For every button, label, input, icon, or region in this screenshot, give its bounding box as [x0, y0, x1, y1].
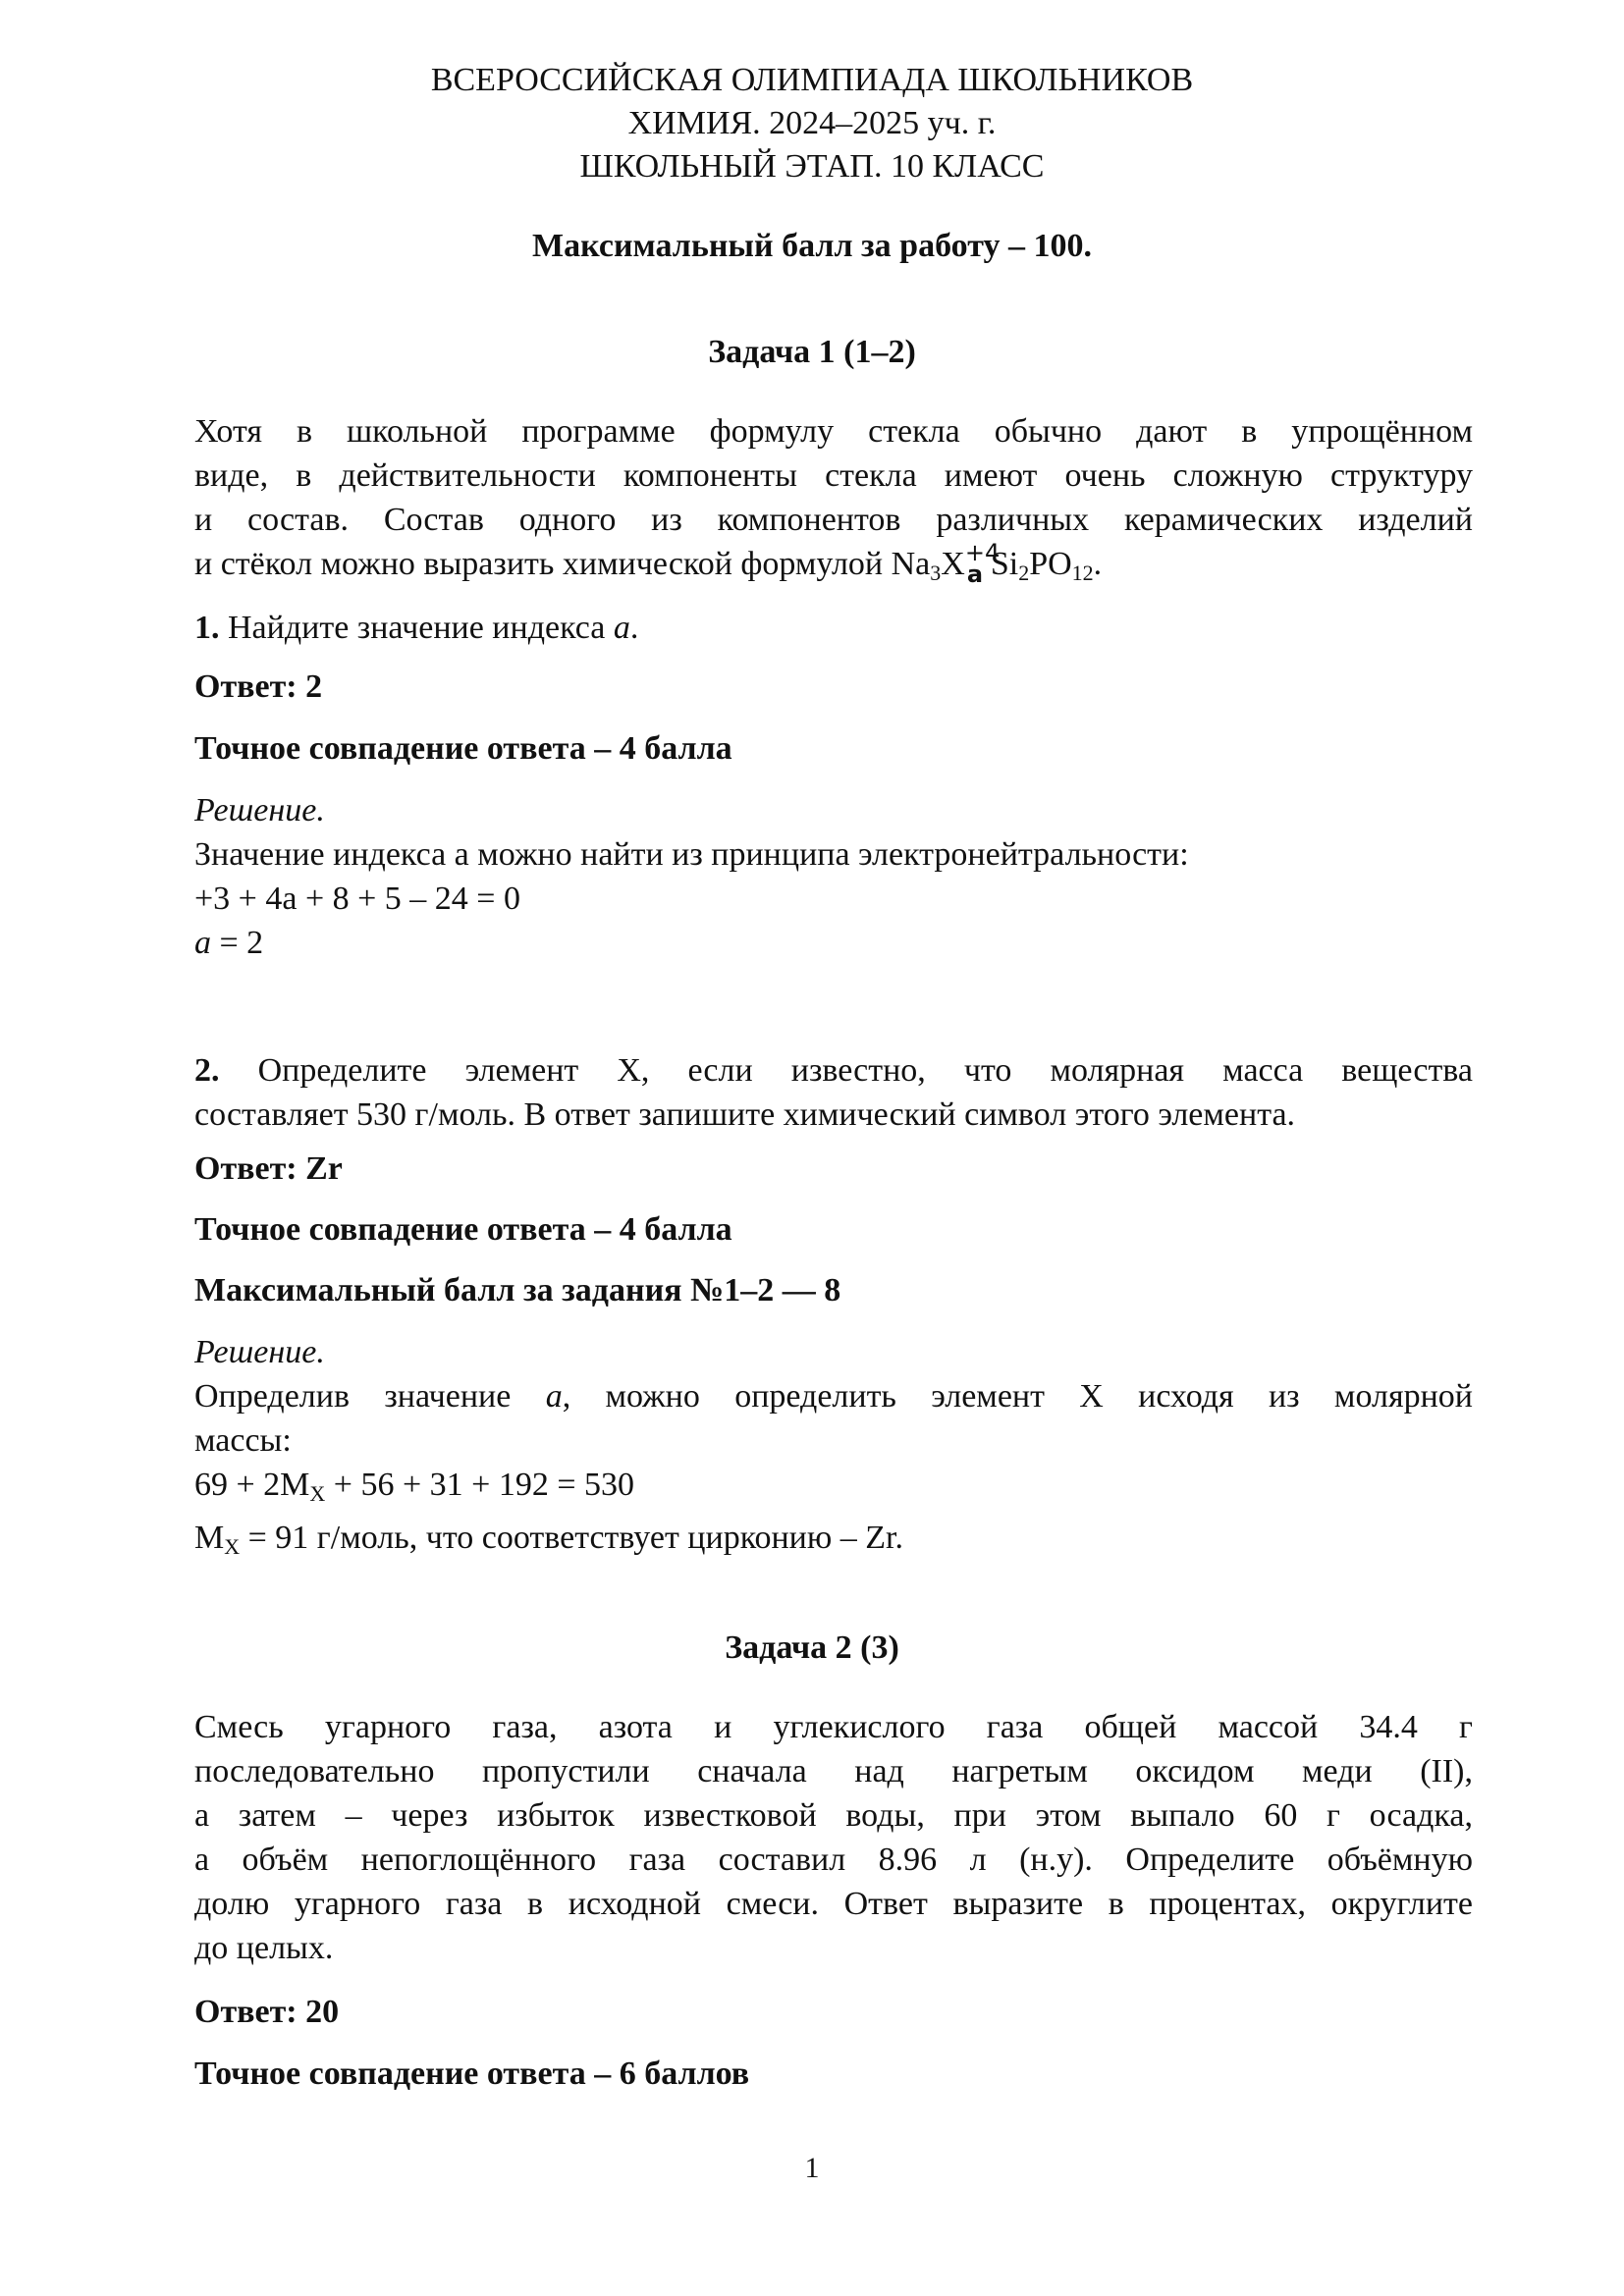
solution-line: массы:: [194, 1422, 292, 1459]
task1-intro-line: и стёкол можно выразить химической формулой: [194, 546, 884, 582]
statement-line: а затем – через избыток известковой воды, при этом выпало 60 г осадка,: [194, 1797, 1473, 1834]
solution-equation: $69 + 2M_X + 56 + 31 + 192 = 530$: [194, 1467, 634, 1506]
task1-intro: [194, 409, 1473, 595]
task1-q1-answer: Ответ: 2: [194, 668, 323, 705]
task1-q1-solution: [194, 788, 1473, 965]
task1-q1-criteria: Точное совпадение ответа – 4 балла: [194, 730, 732, 767]
task1-intro-line: Хотя в школьной программе формулу стекла обычно дают в упрощённом: [194, 413, 1473, 450]
question-number: 2.: [194, 1052, 220, 1089]
task1-q2-criteria: Точное совпадение ответа – 4 балла: [194, 1211, 732, 1248]
formula-index-stack: +4 a: [964, 539, 1001, 588]
solution-equation: +3 + 4a + 8 + 5 – 24 = 0: [194, 881, 520, 917]
task2-criteria: Точное совпадение ответа – 6 баллов: [194, 2056, 750, 2092]
document-header: [0, 59, 1624, 188]
task1-title: Задача 1 (1–2): [708, 334, 916, 370]
task2-statement: [194, 1705, 1473, 1970]
task1-q2-solution: [194, 1330, 1473, 1569]
question-text: Найдите значение индекса: [228, 610, 606, 646]
task1-question2: [194, 1048, 1473, 1137]
task2-title: Задача 2 (3): [725, 1629, 899, 1666]
task1-q2-answer: Ответ: Zr: [194, 1150, 343, 1187]
solution-label: Решение.: [194, 792, 325, 828]
solution-result: $M_X = 91$ г/моль, что соответствует цирконию – Zr.: [194, 1520, 903, 1559]
max-score-line: Максимальный балл за работу – 100.: [532, 228, 1092, 264]
statement-line: Смесь угарного газа, азота и углекислого газа общей массой 34.4 г: [194, 1709, 1473, 1745]
solution-line: Определив значение a, можно определить элемент X исходя из молярной: [194, 1378, 1473, 1415]
task1-question1: 1. Найдите значение индекса a.: [194, 610, 639, 646]
statement-line: до целых.: [194, 1930, 334, 1966]
task1-intro-line: и состав. Состав одного из компонентов различных керамических изделий: [194, 502, 1473, 538]
task2-answer: Ответ: 20: [194, 1994, 340, 2030]
header-subject-year: ХИМИЯ. 2024–2025 уч. г.: [627, 105, 997, 141]
header-olympiad: ВСЕРОССИЙСКАЯ ОЛИМПИАДА ШКОЛЬНИКОВ: [430, 62, 1194, 98]
question-line: 2. Определите элемент X, если известно, что молярная масса вещества: [194, 1052, 1474, 1089]
statement-line: а объём непоглощённого газа составил 8.96 л (н.у). Определите объёмную: [194, 1842, 1473, 1878]
task1-max-score: Максимальный балл за задания №1–2 — 8: [194, 1272, 841, 1308]
solution-result: a = 2: [194, 925, 264, 961]
question-line: составляет 530 г/моль. В ответ запишите химический символ этого элемента.: [194, 1096, 1296, 1133]
page-number: 1: [804, 2152, 820, 2184]
task1-intro-line: виде, в действительности компоненты стекла имеют очень сложную структуру: [194, 457, 1473, 494]
header-stage-grade: ШКОЛЬНЫЙ ЭТАП. 10 КЛАСС: [579, 148, 1045, 185]
task1-intro-formula-line: [194, 539, 1473, 595]
question-number: 1.: [194, 610, 220, 646]
chemical-formula: $Na_3X$ +4 a $Si_2PO_{12}$.: [891, 539, 1103, 588]
solution-line: Значение индекса а можно найти из принципа электронейтральности:: [194, 836, 1189, 873]
statement-line: последовательно пропустили сначала над нагретым оксидом меди (II),: [194, 1753, 1473, 1789]
statement-line: долю угарного газа в исходной смеси. Ответ выразите в процентах, округлите: [194, 1886, 1473, 1922]
solution-label: Решение.: [194, 1334, 325, 1370]
